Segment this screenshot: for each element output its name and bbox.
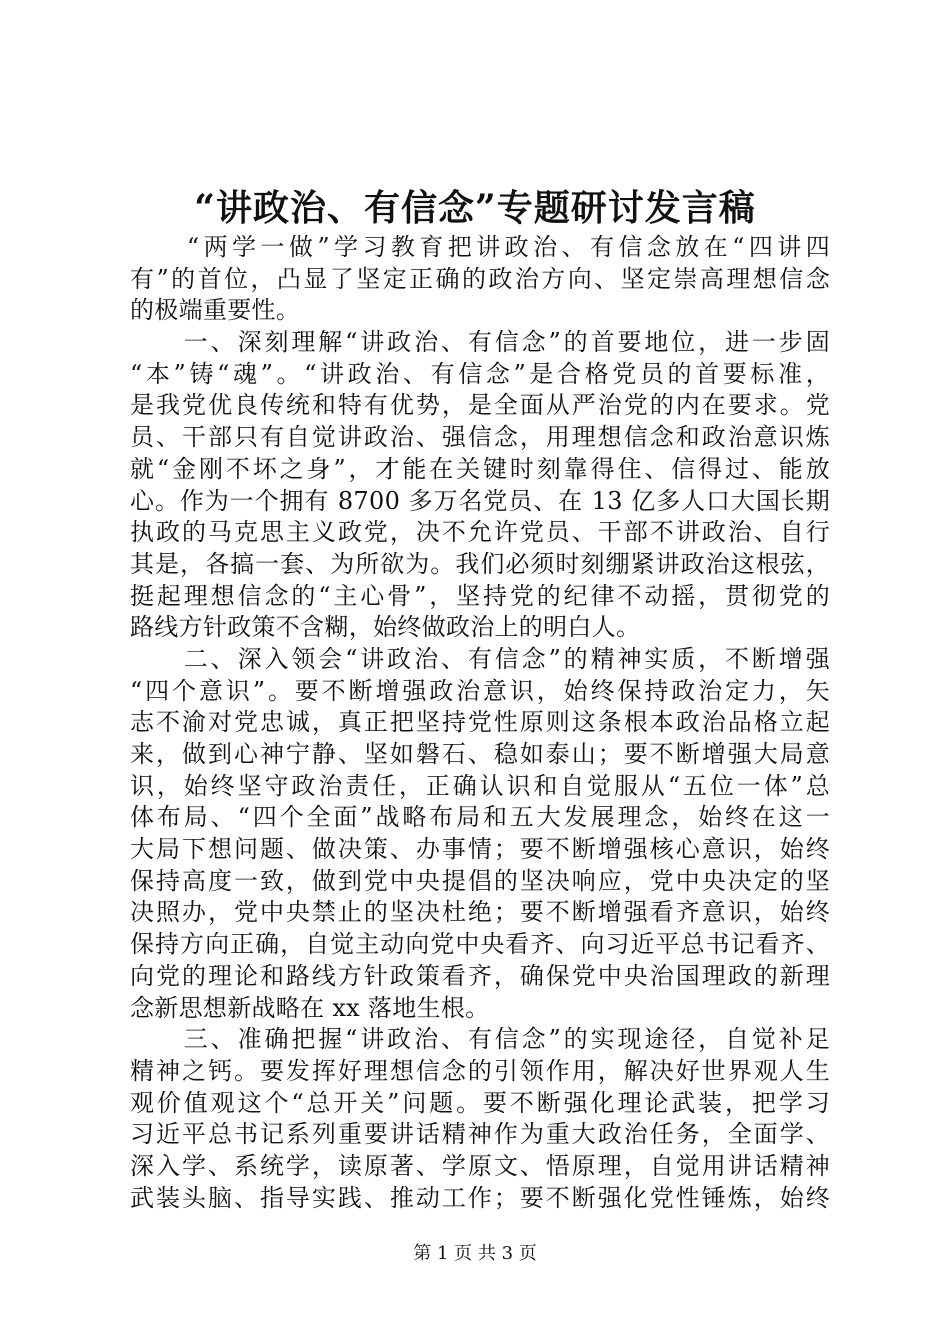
body-line: 体布局、“四个全面”战略布局和五大发展理念，始终在这一 bbox=[130, 803, 830, 832]
body-line: 的极端重要性。 bbox=[130, 296, 301, 325]
body-line: 一、深刻理解“讲政治、有信念”的首要地位，进一步固 bbox=[130, 328, 830, 357]
body-line: 念新思想新战略在 xx 落地生根。 bbox=[130, 993, 490, 1022]
body-line: “四个意识”。要不断增强政治意识，始终保持政治定力，矢 bbox=[130, 676, 830, 705]
body-line: 习近平总书记系列重要讲话精神作为重大政治任务，全面学、 bbox=[130, 1120, 830, 1149]
body-line: 识，始终坚守政治责任，正确认识和自觉服从“五位一体”总 bbox=[130, 771, 830, 800]
body-line: 志不渝对党忠诚，真正把坚持党性原则这条根本政治品格立起 bbox=[130, 708, 830, 737]
body-line: 精神之钙。要发挥好理想信念的引领作用，解决好世界观人生 bbox=[130, 1056, 830, 1085]
body-line: 深入学、系统学，读原著、学原文、悟原理，自觉用讲话精神 bbox=[130, 1151, 830, 1180]
body-line: 执政的马克思主义政党，决不允许党员、干部不讲政治、自行 bbox=[130, 518, 830, 547]
body-line: 武装头脑、指导实践、推动工作；要不断强化党性锤炼，始终 bbox=[130, 1183, 830, 1212]
body-line: 决照办，党中央禁止的坚决杜绝；要不断增强看齐意识，始终 bbox=[130, 898, 830, 927]
body-line: 三、准确把握“讲政治、有信念”的实现途径，自觉补足 bbox=[130, 1025, 830, 1054]
body-line: “两学一做”学习教育把讲政治、有信念放在“四讲四 bbox=[130, 233, 830, 261]
body-line: 员、干部只有自觉讲政治、强信念，用理想信念和政治意识炼 bbox=[130, 423, 830, 452]
body-line: 保持方向正确，自觉主动向党中央看齐、向习近平总书记看齐、 bbox=[130, 930, 830, 959]
body-line: 是我党优良传统和特有优势，是全面从严治党的内在要求。党 bbox=[130, 391, 830, 420]
body-line: 向党的理论和路线方针政策看齐，确保党中央治国理政的新理 bbox=[130, 961, 830, 990]
body-line: 其是，各搞一套、为所欲为。我们必须时刻绷紧讲政治这根弦， bbox=[130, 549, 830, 578]
body-line: 保持高度一致，做到党中央提倡的坚决响应，党中央决定的坚 bbox=[130, 866, 830, 895]
body-line: 路线方针政策不含糊，始终做政治上的明白人。 bbox=[130, 613, 641, 642]
body-line: 挺起理想信念的“主心骨”，坚持党的纪律不动摇，贯彻党的 bbox=[130, 581, 830, 610]
body-line: 心。作为一个拥有 8700 多万名党员、在 13 亿多人口大国长期 bbox=[130, 486, 830, 515]
body-line: 二、深入领会“讲政治、有信念”的精神实质，不断增强 bbox=[130, 644, 830, 673]
body-line: 有”的首位，凸显了坚定正确的政治方向、坚定崇高理想信念 bbox=[130, 264, 830, 293]
page-footer: 第 1 页 共 3 页 bbox=[413, 1243, 537, 1264]
body-line: 就“金刚不坏之身”，才能在关键时刻靠得住、信得过、能放 bbox=[130, 454, 830, 483]
body-line: 来，做到心神宁静、坚如磐石、稳如泰山；要不断增强大局意 bbox=[130, 740, 830, 768]
document-title: “讲政治、有信念”专题研讨发言稿 bbox=[194, 187, 756, 229]
document-body bbox=[130, 232, 830, 1214]
body-line: 观价值观这个“总开关”问题。要不断强化理论武装，把学习 bbox=[130, 1088, 830, 1117]
body-line: “本”铸“魂”。“讲政治、有信念”是合格党员的首要标准， bbox=[130, 359, 830, 388]
body-line: 大局下想问题、做决策、办事情；要不断增强核心意识，始终 bbox=[130, 835, 830, 864]
